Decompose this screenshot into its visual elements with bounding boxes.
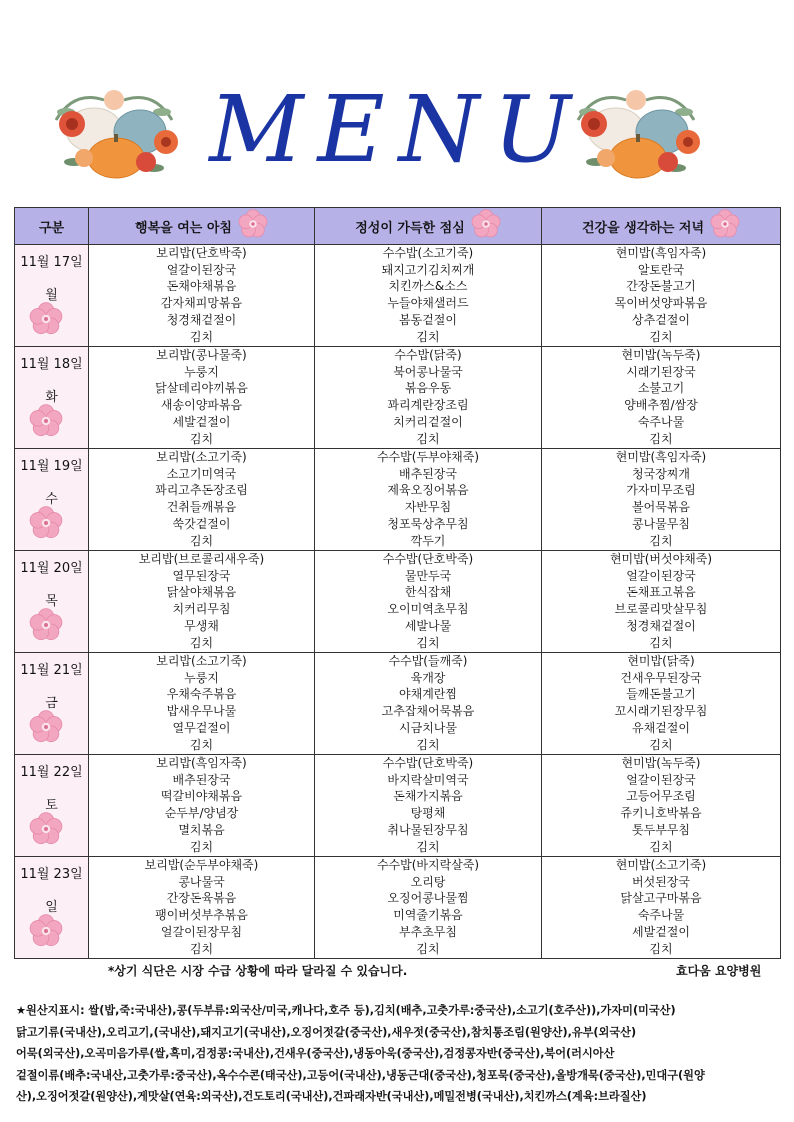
- day-weekday: 월: [45, 288, 58, 303]
- column-header-dinner: [542, 208, 781, 245]
- menu-item: 무생채: [184, 618, 219, 633]
- dinner-cell: [542, 755, 781, 857]
- menu-item: 쑥갓겉절이: [172, 516, 231, 531]
- day-row: [15, 347, 781, 449]
- menu-item: 간장돈육볶음: [166, 891, 237, 906]
- menu-item: 수수밥(단호박죽): [382, 552, 474, 566]
- pink-flower-icon: [471, 209, 501, 243]
- menu-item: 순두부/양념장: [164, 806, 239, 821]
- menu-item: 제육오징어볶음: [387, 483, 469, 498]
- day-weekday: 금: [45, 696, 58, 711]
- menu-item: 김치: [649, 431, 673, 446]
- pink-flower-icon: [710, 209, 740, 243]
- breakfast-cell: [89, 653, 315, 755]
- lunch-cell: [315, 347, 542, 449]
- menu-item: 오징어콩나물찜: [387, 891, 469, 906]
- menu-item: 닭살야채볶음: [166, 585, 237, 600]
- menu-item: 현미밥(흑임자죽): [615, 450, 707, 464]
- menu-item: 쥬키니호박볶음: [620, 806, 702, 821]
- menu-item: 취나물된장무침: [387, 822, 469, 837]
- menu-item: 들깨돈불고기: [626, 687, 696, 702]
- menu-item: 열무겉절이: [172, 720, 231, 735]
- menu-item: 누들야채샐러드: [387, 296, 469, 311]
- menu-body: [15, 245, 781, 959]
- menu-item: 청포묵상추무침: [387, 516, 469, 531]
- menu-item: 미역줄기볶음: [393, 908, 463, 923]
- menu-item: 부추초무침: [399, 924, 457, 939]
- menu-item: 물만두국: [404, 568, 452, 583]
- menu-item: 목이버섯양파볶음: [614, 296, 708, 311]
- menu-item: 건취들깨볶음: [166, 500, 237, 515]
- menu-item: 김치: [649, 737, 673, 752]
- menu-item: 꽈리계란장조림: [387, 398, 469, 413]
- menu-item: 팽이버섯부추볶음: [155, 908, 248, 923]
- menu-item: 볶음우동: [404, 381, 452, 396]
- menu-item: 김치: [189, 941, 214, 956]
- menu-item: 간장돈불고기: [626, 279, 696, 294]
- menu-item: 보리밥(콩나물죽): [156, 348, 247, 362]
- menu-item: 오이미역초무침: [387, 602, 469, 617]
- menu-item: 멸치볶음: [178, 822, 225, 837]
- column-header-day: 구분: [15, 208, 89, 245]
- breakfast-cell: [89, 347, 315, 449]
- menu-item: 버섯된장국: [632, 874, 690, 889]
- menu-item: 보리밥(순두부야채죽): [144, 858, 259, 872]
- breakfast-cell: [89, 857, 315, 959]
- day-date: 11월 21일: [20, 663, 83, 678]
- menu-item: 돈채가지볶음: [393, 789, 463, 804]
- day-cell: [15, 755, 89, 857]
- day-weekday: 토: [45, 798, 58, 813]
- origin-label-section: [16, 1000, 780, 1108]
- lunch-cell: [315, 755, 542, 857]
- menu-item: 현미밥(흑임자죽): [615, 246, 707, 260]
- menu-item: 유채겉절이: [632, 720, 690, 735]
- day-weekday: 수: [45, 492, 58, 507]
- menu-item: 감자채피망볶음: [160, 296, 243, 311]
- dinner-cell: [542, 245, 781, 347]
- menu-item: 현미밥(녹두죽): [621, 348, 701, 362]
- day-date: 11월 17일: [20, 255, 83, 270]
- menu-item: 봄동겉절이: [399, 312, 457, 327]
- menu-item: 북어콩나물국: [393, 364, 463, 379]
- menu-item: 톳두부무침: [632, 822, 690, 837]
- menu-item: 배추된장국: [399, 466, 457, 481]
- breakfast-header-label: 행복을 여는 아침: [135, 220, 232, 236]
- menu-item: 김치: [416, 839, 440, 854]
- day-cell: [15, 245, 89, 347]
- menu-item: 돈채표고볶음: [626, 585, 696, 600]
- menu-item: 김치: [416, 635, 440, 650]
- menu-item: 세발나물: [404, 618, 452, 633]
- menu-item: 상추겉절이: [632, 312, 690, 327]
- menu-item: 김치: [416, 329, 440, 344]
- menu-item: 수수밥(소고기죽): [382, 246, 474, 260]
- day-weekday: 목: [45, 594, 58, 609]
- menu-item: 시래기된장국: [626, 364, 696, 379]
- dinner-cell: [542, 449, 781, 551]
- day-cell: [15, 857, 89, 959]
- day-date: 11월 22일: [20, 765, 83, 780]
- notice-text: *상기 식단은 시장 수급 상황에 따라 달라질 수 있습니다.: [108, 964, 408, 978]
- day-row: [15, 449, 781, 551]
- day-cell: [15, 347, 89, 449]
- menu-item: 현미밥(녹두죽): [621, 756, 701, 770]
- menu-item: 깍두기: [410, 533, 446, 548]
- day-date: 11월 18일: [20, 357, 83, 372]
- menu-item: 김치: [189, 329, 214, 344]
- menu-item: 김치: [189, 635, 214, 650]
- day-weekday: 일: [45, 900, 58, 915]
- menu-item: 돈채야채볶음: [166, 279, 237, 294]
- menu-item: 김치: [416, 941, 440, 956]
- menu-item: 양배추찜/쌈장: [624, 398, 698, 413]
- lunch-cell: [315, 857, 542, 959]
- menu-item: 꽈리고추돈장조림: [155, 483, 248, 498]
- menu-item: 김치: [649, 839, 673, 854]
- lunch-cell: [315, 449, 542, 551]
- menu-item: 자반무침: [404, 500, 452, 515]
- hospital-name: 효다움 요양병원: [676, 964, 762, 978]
- menu-table: [14, 207, 781, 959]
- lunch-cell: [315, 653, 542, 755]
- menu-item: 볼어묵볶음: [632, 500, 690, 515]
- dinner-cell: [542, 551, 781, 653]
- pink-flower-icon: [29, 812, 63, 850]
- menu-item: 김치: [189, 737, 214, 752]
- menu-item: 시금치나물: [399, 720, 457, 735]
- menu-item: 김치: [649, 635, 673, 650]
- menu-item: 수수밥(닭죽): [394, 348, 462, 362]
- dinner-cell: [542, 347, 781, 449]
- menu-item: 보리밥(브로콜리새우죽): [138, 552, 265, 566]
- menu-item: 김치: [649, 941, 673, 956]
- menu-item: 야채계란찜: [399, 687, 457, 702]
- menu-item: 김치: [189, 533, 214, 548]
- pink-flower-icon: [29, 404, 63, 442]
- menu-item: 현미밥(닭죽): [627, 654, 695, 668]
- day-date: 11월 20일: [20, 561, 83, 576]
- menu-item: 고등어무조림: [626, 789, 696, 804]
- menu-item: 꼬시래기된장무침: [614, 704, 708, 719]
- menu-item: 보리밥(흑임자죽): [156, 756, 247, 770]
- breakfast-cell: [89, 245, 315, 347]
- menu-item: 청경채겉절이: [166, 312, 237, 327]
- menu-item: 소불고기: [637, 381, 685, 396]
- column-header-lunch: [315, 208, 542, 245]
- menu-item: 우채숙주볶음: [166, 687, 237, 702]
- menu-item: 김치: [416, 737, 440, 752]
- menu-item: 소고기미역국: [166, 466, 237, 481]
- column-header-breakfast: [89, 208, 315, 245]
- menu-item: 보리밥(소고기죽): [156, 450, 247, 464]
- day-row: [15, 755, 781, 857]
- lunch-cell: [315, 551, 542, 653]
- menu-item: 콩나물국: [178, 874, 225, 889]
- menu-item: 현미밥(버섯야채죽): [609, 552, 713, 566]
- day-row: [15, 857, 781, 959]
- menu-item: 김치: [189, 839, 214, 854]
- menu-item: 누룽지: [184, 670, 219, 685]
- day-row: [15, 551, 781, 653]
- menu-item: 얼갈이된장국: [626, 568, 696, 583]
- breakfast-cell: [89, 551, 315, 653]
- menu-item: 김치: [189, 431, 214, 446]
- menu-item: 누룽지: [184, 364, 219, 379]
- menu-item: 바지락살미역국: [387, 772, 469, 787]
- menu-item: 새송이양파볶음: [160, 398, 243, 413]
- menu-item: 닭살고구마볶음: [620, 891, 702, 906]
- menu-item: 육개장: [410, 670, 446, 685]
- dinner-cell: [542, 857, 781, 959]
- menu-item: 오리탕: [410, 874, 446, 889]
- menu-item: 수수밥(들깨죽): [388, 654, 468, 668]
- day-weekday: 화: [45, 390, 58, 405]
- menu-item: 세발겉절이: [632, 924, 690, 939]
- menu-item: 치킨까스&소스: [388, 279, 468, 294]
- dinner-cell: [542, 653, 781, 755]
- pink-flower-icon: [29, 710, 63, 748]
- lunch-cell: [315, 245, 542, 347]
- day-row: [15, 245, 781, 347]
- pink-flower-icon: [29, 506, 63, 544]
- day-cell: [15, 653, 89, 755]
- menu-item: 수수밥(바지락살죽): [376, 858, 480, 872]
- breakfast-cell: [89, 449, 315, 551]
- menu-item: 현미밥(소고기죽): [615, 858, 707, 872]
- pink-flower-icon: [238, 209, 268, 243]
- day-date: 11월 19일: [20, 459, 83, 474]
- pink-flower-icon: [29, 302, 63, 340]
- header-row: [15, 208, 781, 245]
- menu-item: 수수밥(단호박죽): [382, 756, 474, 770]
- menu-item: 밥새우무나물: [166, 704, 237, 719]
- lunch-header-label: 정성이 가득한 점심: [355, 220, 465, 236]
- day-row: [15, 653, 781, 755]
- menu-item: 건새우무된장국: [620, 670, 702, 685]
- origin-line: 산),오징어젓갈(원양산),게맛살(연육:외국산),건도토리(국내산),건파래자반(국내산),메밀전병(국내산),치킨까스(계육:브라질산): [16, 1090, 647, 1103]
- origin-line: 겉절이류(배추:국내산,고춧가루:중국산),옥수수콘(태국산),고등어(국내산),냉동근대(중국산),청포묵(중국산),올방개묵(중국산),민대구(원양: [16, 1068, 705, 1082]
- menu-item: 콩나물무침: [632, 516, 690, 531]
- menu-item: 김치: [649, 329, 673, 344]
- day-cell: [15, 551, 89, 653]
- menu-item: 한식잡채: [404, 585, 452, 600]
- dinner-header-label: 건강을 생각하는 저녁: [581, 220, 705, 236]
- menu-item: 돼지고기김치찌개: [381, 262, 475, 277]
- day-cell: [15, 449, 89, 551]
- menu-item: 얼갈이된장무침: [160, 924, 243, 939]
- menu-item: 김치: [416, 431, 440, 446]
- day-date: 11월 23일: [20, 867, 83, 882]
- page-title: MENU: [209, 76, 585, 183]
- menu-item: 세발겉절이: [172, 414, 231, 429]
- menu-item: 수수밥(두부야채죽): [376, 450, 480, 464]
- menu-item: 김치: [649, 533, 673, 548]
- menu-item: 알토란국: [637, 262, 685, 277]
- menu-item: 떡갈비야채볶음: [160, 789, 243, 804]
- menu-item: 치커리무침: [172, 602, 231, 617]
- origin-line: 어묵(외국산),오곡미음가루(쌀,흑미,검정콩:국내산),건새우(중국산),냉동아욱(중국산),검정콩자반(중국산),북어(러시아산: [16, 1047, 615, 1060]
- origin-line: ★원산지표시: 쌀(밥,죽:국내산),콩(두부류:외국산/미국,캐나다,호주 등),김치(배추,고춧가루:중국산),소고기(호주산)),가자미(미국산): [16, 1004, 676, 1017]
- pink-flower-icon: [29, 914, 63, 952]
- pink-flower-icon: [29, 608, 63, 646]
- menu-item: 닭살데리야끼볶음: [155, 381, 248, 396]
- menu-item: 보리밥(소고기죽): [156, 654, 247, 668]
- menu-item: 보리밥(단호박죽): [156, 246, 247, 260]
- menu-item: 얼갈이된장국: [626, 772, 696, 787]
- menu-item: 얼갈이된장국: [166, 262, 237, 277]
- menu-item: 청국장찌개: [632, 466, 690, 481]
- menu-item: 숙주나물: [637, 908, 685, 923]
- breakfast-cell: [89, 755, 315, 857]
- menu-item: 치커리겉절이: [393, 414, 463, 429]
- menu-item: 브로콜리맛살무침: [614, 602, 708, 617]
- origin-line: 닭고기류(국내산),오리고기,(국내산),돼지고기(국내산),오징어젓갈(중국산),새우젓(중국산),참치통조림(원양산),유부(외국산): [16, 1025, 637, 1039]
- menu-item: 배추된장국: [172, 772, 231, 787]
- menu-item: 가자미무조림: [626, 483, 696, 498]
- menu-item: 고추잡채어묵볶음: [381, 704, 475, 719]
- menu-item: 탕평채: [410, 806, 446, 821]
- menu-item: 청경채겉절이: [626, 618, 696, 633]
- menu-item: 열무된장국: [172, 568, 231, 583]
- menu-item: 숙주나물: [637, 414, 685, 429]
